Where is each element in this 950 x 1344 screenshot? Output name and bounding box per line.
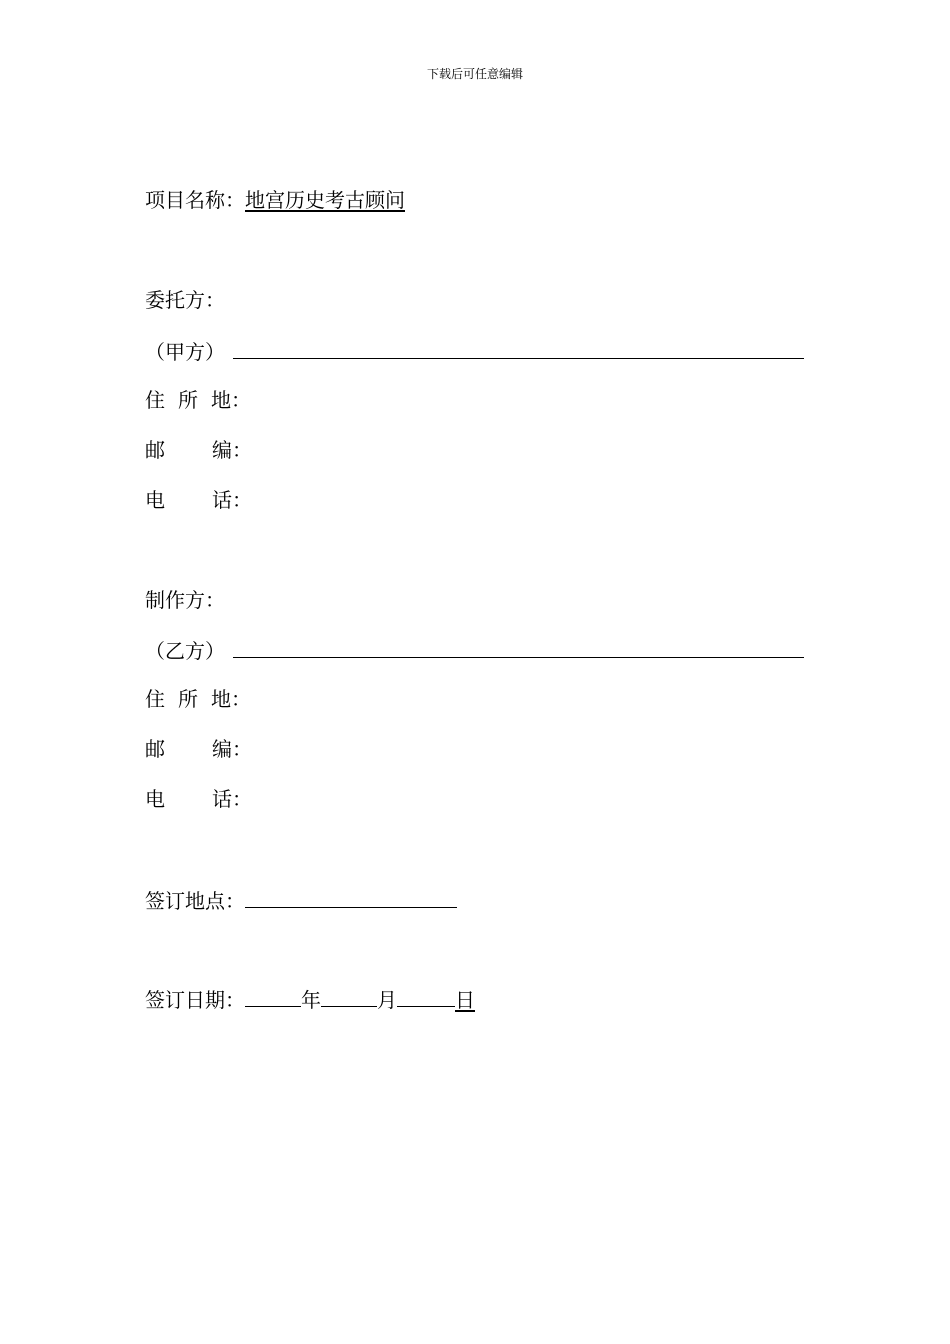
- party-a-phone-label: 电 话：: [145, 488, 252, 512]
- party-a-postcode-label: 邮 编：: [145, 438, 252, 462]
- party-a-name-row: [145, 336, 804, 364]
- sign-place-field[interactable]: [245, 885, 457, 908]
- party-a-postcode-row: [145, 436, 252, 464]
- party-a-address-row: [145, 386, 251, 414]
- party-a-heading: 委托方：: [145, 288, 225, 312]
- header-note: 下载后可任意编辑: [426, 67, 523, 81]
- party-b-postcode-label: 邮 编：: [145, 737, 252, 761]
- party-b-heading: 制作方：: [145, 588, 225, 612]
- day-label: 日: [455, 988, 475, 1012]
- party-b-name-label: （乙方）: [145, 639, 225, 663]
- party-b-address-label: 住 所 地：: [145, 687, 251, 711]
- month-label: 月: [377, 988, 397, 1012]
- sign-place-label: 签订地点：: [145, 889, 245, 913]
- party-a-phone-row: [145, 486, 252, 514]
- sign-month-field[interactable]: [321, 984, 377, 1007]
- party-b-phone-row: [145, 785, 252, 813]
- year-label: 年: [301, 988, 321, 1012]
- party-b-name-field[interactable]: [233, 635, 804, 658]
- party-a-name-field[interactable]: [233, 336, 804, 359]
- project-name: 地宫历史考古顾问: [245, 188, 405, 212]
- sign-year-field[interactable]: [245, 984, 301, 1007]
- project-label: 项目名称：: [145, 188, 245, 212]
- sign-day-field[interactable]: [397, 984, 455, 1007]
- party-b-postcode-row: [145, 735, 252, 763]
- sign-date-row: [145, 984, 475, 1012]
- party-b-address-row: [145, 685, 251, 713]
- sign-place-row: [145, 885, 457, 913]
- party-a-address-label: 住 所 地：: [145, 388, 251, 412]
- party-b-phone-label: 电 话：: [145, 787, 252, 811]
- party-b-name-row: [145, 635, 804, 663]
- party-a-name-label: （甲方）: [145, 340, 225, 364]
- project-row: [145, 186, 405, 214]
- sign-date-label: 签订日期：: [145, 988, 245, 1012]
